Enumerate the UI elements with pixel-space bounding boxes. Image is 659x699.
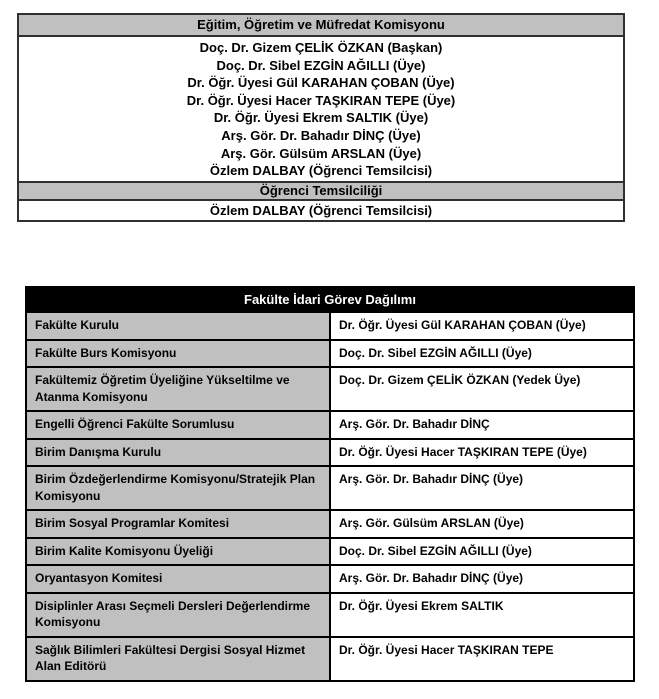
person-cell: Dr. Öğr. Üyesi Hacer TAŞKIRAN TEPE (330, 637, 634, 681)
admin-duty-table-header-row (26, 287, 634, 312)
student-representative-row: Özlem DALBAY (Öğrenci Temsilcisi) (209, 202, 433, 218)
member-row: Özlem DALBAY (Öğrenci Temsilcisi) (209, 163, 433, 179)
commission-table (17, 13, 625, 222)
member-row: Arş. Gör. Dr. Bahadır DİNÇ (Üye) (221, 127, 421, 143)
duty-cell: Engelli Öğrenci Fakülte Sorumlusu (26, 411, 330, 439)
table-row (26, 565, 634, 593)
table-row (26, 510, 634, 538)
table-row (26, 312, 634, 340)
table-row (26, 340, 634, 368)
duty-cell: Sağlık Bilimleri Fakültesi Dergisi Sosyal Hizmet Alan Editörü (26, 637, 330, 681)
member-row: Doç. Dr. Sibel EZGİN AĞILLI (Üye) (216, 57, 426, 73)
table-row (26, 367, 634, 411)
table-row (26, 538, 634, 566)
table-row (26, 466, 634, 510)
member-row: Dr. Öğr. Üyesi Gül KARAHAN ÇOBAN (Üye) (187, 75, 455, 91)
duty-cell: Birim Kalite Komisyonu Üyeliği (26, 538, 330, 566)
commission-member-list (19, 37, 623, 181)
person-cell: Dr. Öğr. Üyesi Ekrem SALTIK (330, 593, 634, 637)
person-cell: Dr. Öğr. Üyesi Gül KARAHAN ÇOBAN (Üye) (330, 312, 634, 340)
table-row (26, 593, 634, 637)
member-row: Dr. Öğr. Üyesi Ekrem SALTIK (Üye) (213, 110, 429, 126)
person-cell: Dr. Öğr. Üyesi Hacer TAŞKIRAN TEPE (Üye) (330, 439, 634, 467)
duty-cell: Fakülte Burs Komisyonu (26, 340, 330, 368)
student-representation-title: Öğrenci Temsilciliği (19, 181, 623, 201)
table-row (26, 439, 634, 467)
person-cell: Arş. Gör. Dr. Bahadır DİNÇ (330, 411, 634, 439)
member-row: Arş. Gör. Gülsüm ARSLAN (Üye) (220, 145, 422, 161)
duty-cell: Oryantasyon Komitesi (26, 565, 330, 593)
person-cell: Arş. Gör. Dr. Bahadır DİNÇ (Üye) (330, 466, 634, 510)
duty-cell: Birim Sosyal Programlar Komitesi (26, 510, 330, 538)
duty-cell: Disiplinler Arası Seçmeli Dersleri Değerlendirme Komisyonu (26, 593, 330, 637)
person-cell: Doç. Dr. Sibel EZGİN AĞILLI (Üye) (330, 538, 634, 566)
person-cell: Doç. Dr. Sibel EZGİN AĞILLI (Üye) (330, 340, 634, 368)
member-row: Dr. Öğr. Üyesi Hacer TAŞKIRAN TEPE (Üye) (186, 92, 456, 108)
duty-cell: Fakültemiz Öğretim Üyeliğine Yükseltilme ve Atanma Komisyonu (26, 367, 330, 411)
admin-duty-table (25, 286, 635, 682)
person-cell: Doç. Dr. Gizem ÇELİK ÖZKAN (Yedek Üye) (330, 367, 634, 411)
duty-cell: Birim Özdeğerlendirme Komisyonu/Stratejik Plan Komisyonu (26, 466, 330, 510)
duty-cell: Birim Danışma Kurulu (26, 439, 330, 467)
commission-table-title: Eğitim, Öğretim ve Müfredat Komisyonu (19, 15, 623, 37)
person-cell: Arş. Gör. Dr. Bahadır DİNÇ (Üye) (330, 565, 634, 593)
table-row (26, 411, 634, 439)
member-row: Doç. Dr. Gizem ÇELİK ÖZKAN (Başkan) (199, 40, 443, 55)
table-row (26, 637, 634, 681)
person-cell: Arş. Gör. Gülsüm ARSLAN (Üye) (330, 510, 634, 538)
admin-duty-table-title: Fakülte İdari Görev Dağılımı (26, 287, 634, 312)
duty-cell: Fakülte Kurulu (26, 312, 330, 340)
